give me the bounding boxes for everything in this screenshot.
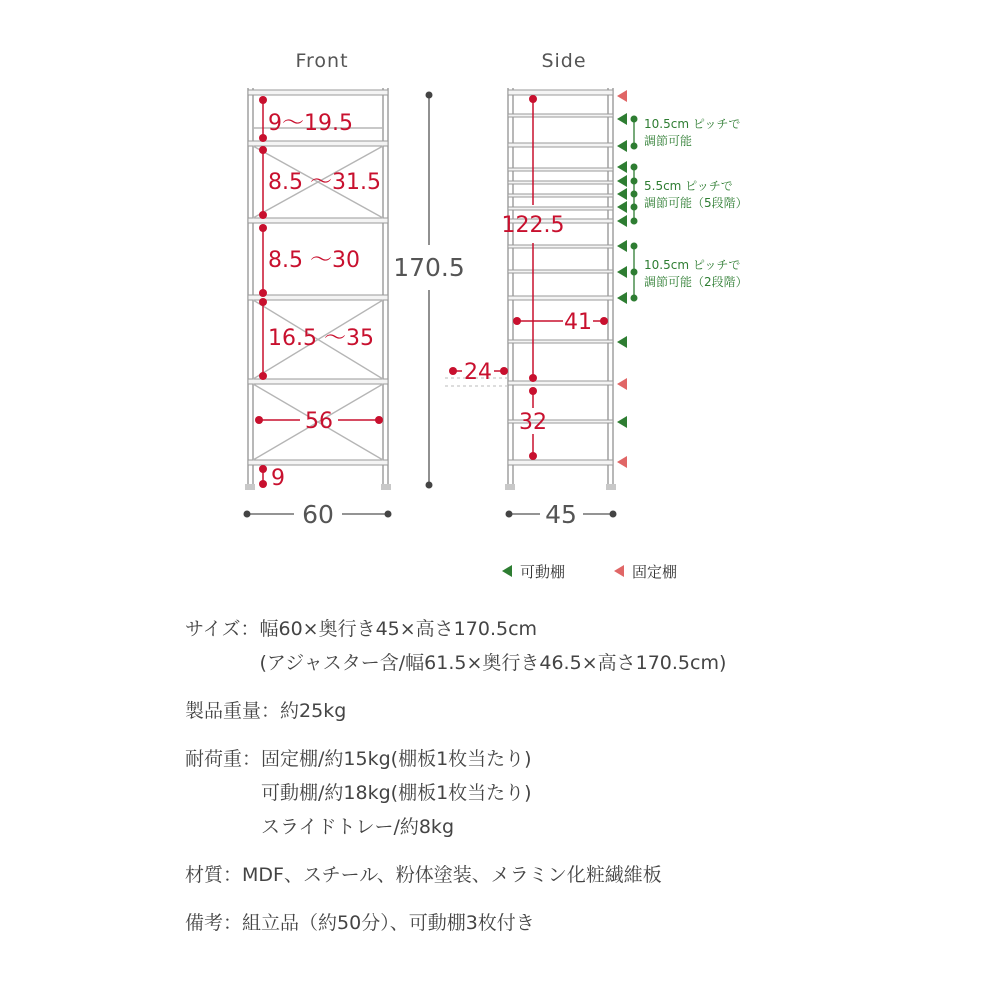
front-title: Front: [295, 50, 349, 72]
movable-shelf-marker: [617, 188, 627, 200]
spec-size-detail: (アジャスター含/幅61.5×奥行き46.5×高さ170.5cm): [259, 652, 727, 674]
front-width-label: 60: [302, 500, 334, 529]
movable-shelf-marker: [617, 175, 627, 187]
total-height-label: 170.5: [393, 253, 465, 282]
movable-shelf-marker: [617, 201, 627, 213]
spec-material: [185, 858, 965, 892]
side-view: [445, 50, 748, 529]
fixed-shelf-marker: [617, 90, 627, 102]
spec-note: [185, 906, 965, 940]
front-gap-label: 8.5 〜31.5: [268, 170, 381, 195]
front-gap-label: 16.5 〜35: [268, 326, 374, 351]
fixed-shelf-legend-icon: [614, 565, 624, 577]
spec-material-value: MDF、スチール、粉体塗装、メラミン化粧繊維板: [242, 864, 662, 886]
movable-shelf-marker: [617, 336, 627, 348]
front-shelf: [248, 295, 388, 300]
side-foot: [606, 484, 616, 490]
front-shelf: [248, 218, 388, 223]
front-shelf-top: [248, 90, 388, 95]
side-height-label: 122.5: [501, 213, 565, 238]
front-foot: [381, 484, 391, 490]
side-width-label: 45: [545, 500, 577, 529]
pitch-note: 5.5cm ピッチで: [644, 179, 733, 193]
pitch-note: 調節可能（5段階）: [644, 196, 748, 210]
movable-shelf-marker: [617, 140, 627, 152]
spec-size: [185, 612, 965, 680]
side-title: Side: [541, 50, 587, 72]
front-shelf: [248, 141, 388, 146]
spec-load-fixed: 固定棚/約15kg(棚板1枚当たり): [261, 748, 532, 770]
movable-shelf-legend-icon: [502, 565, 512, 577]
slide-tray-label: 24: [464, 360, 492, 385]
side-foot: [505, 484, 515, 490]
legend-fixed: 固定棚: [632, 563, 678, 581]
movable-shelf-marker: [617, 161, 627, 173]
pitch-note: 10.5cm ピッチで: [644, 117, 741, 131]
pitch-note: 調節可能: [644, 134, 693, 148]
spec-size-label: サイズ：: [185, 618, 260, 640]
movable-shelf-marker: [617, 416, 627, 428]
pitch-note: 調節可能（2段階）: [644, 275, 748, 289]
spec-load-label: 耐荷重：: [185, 748, 262, 770]
spec-load-slide: スライドトレー/約8kg: [261, 816, 454, 838]
spec-weight-value: 約25kg: [280, 700, 347, 722]
spec-weight-label: 製品重量：: [185, 700, 281, 722]
spec-note-label: 備考：: [185, 912, 243, 934]
side-depth-label: 41: [564, 310, 592, 335]
movable-shelf-marker: [617, 266, 627, 278]
side-bottom-gap-label: 32: [519, 410, 547, 435]
spec-material-label: 材質：: [185, 864, 243, 886]
legend-movable: 可動棚: [520, 563, 566, 581]
movable-shelf-marker: [617, 215, 627, 227]
front-width-inner-label: 56: [305, 409, 333, 434]
front-foot: [245, 484, 255, 490]
movable-shelf-marker: [617, 240, 627, 252]
legend: [502, 563, 677, 581]
fixed-shelf-marker: [617, 456, 627, 468]
spec-load-movable: 可動棚/約18kg(棚板1枚当たり): [261, 782, 532, 804]
spec-size-value: 幅60×奥行き45×高さ170.5cm: [259, 618, 538, 640]
front-shelf: [248, 379, 388, 384]
front-gap-label: 9: [271, 466, 285, 491]
pitch-note: 10.5cm ピッチで: [644, 258, 741, 272]
fixed-shelf-marker: [617, 378, 627, 390]
spec-note-value: 組立品（約50分）、可動棚3枚付き: [242, 912, 535, 934]
spec-list: [185, 612, 965, 954]
front-shelf-bottom: [248, 460, 388, 465]
movable-shelf-marker: [617, 113, 627, 125]
spec-load: [185, 742, 965, 844]
spec-weight: [185, 694, 965, 728]
front-view: [244, 50, 465, 529]
front-gap-label: 8.5 〜30: [268, 248, 360, 273]
movable-shelf-marker: [617, 292, 627, 304]
front-gap-label: 9〜19.5: [268, 111, 353, 136]
